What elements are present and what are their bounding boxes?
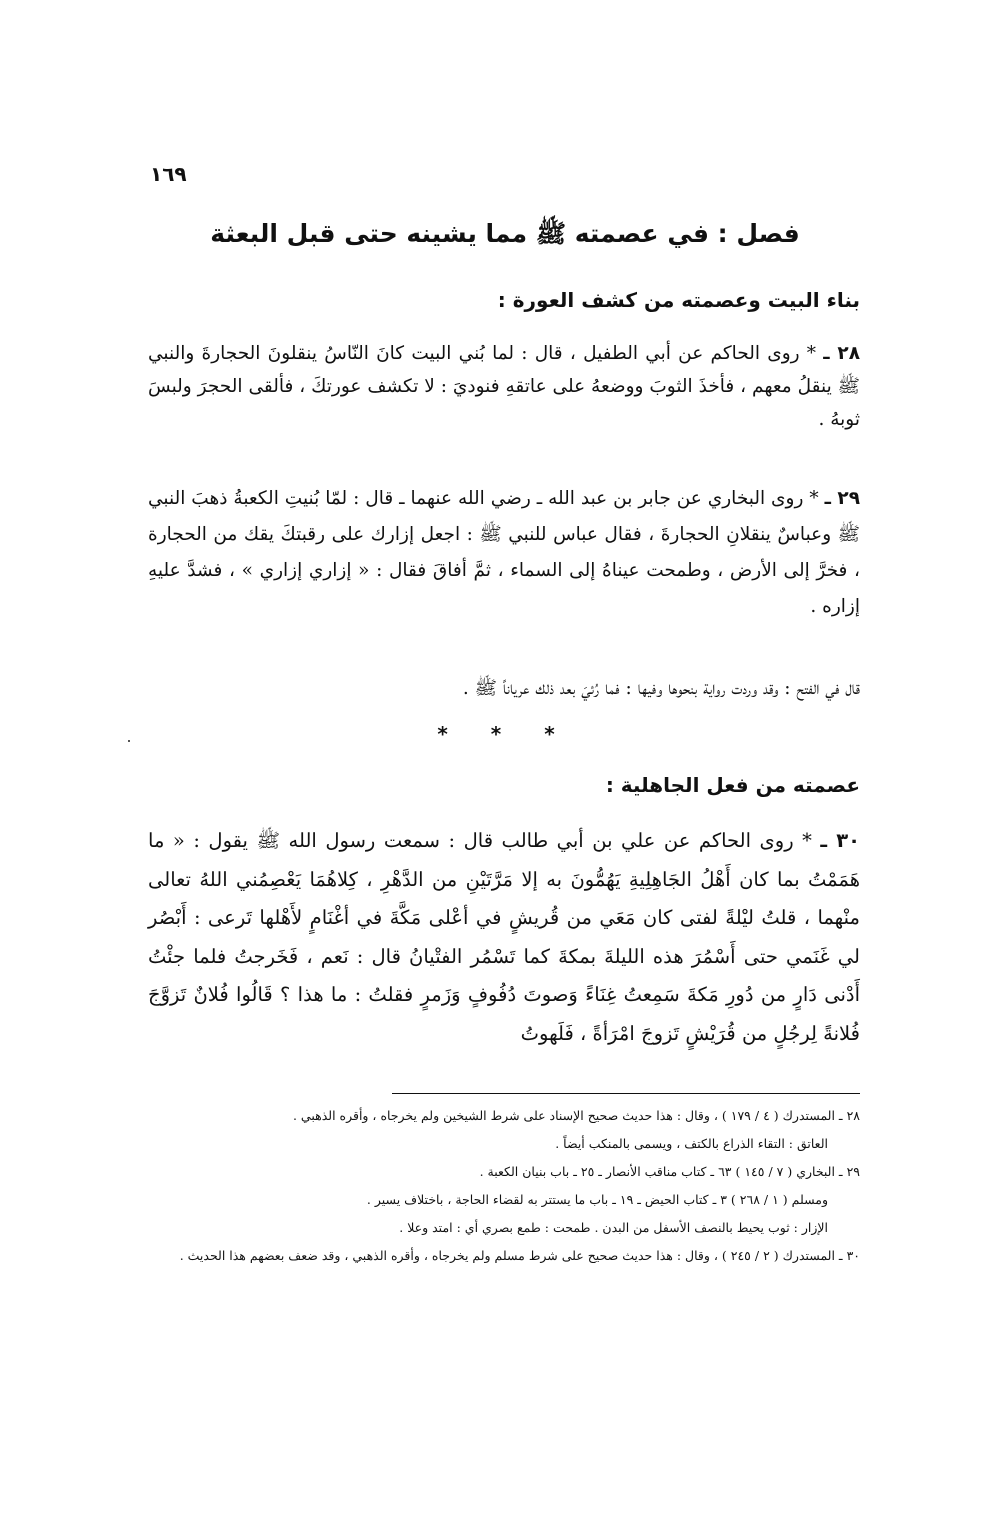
section-separator: * * * (437, 722, 573, 746)
hadith-28 (148, 337, 860, 436)
hadith-text: * روى الحاكم عن أبي الطفيل ، قال : لما بُني البيت كانَ النّاسُ ينقلونَ الحجارةَ والنبي ﷺ ينقلُ معهم ، فأخذَ الثوبَ ووضعهُ على عاتقهِ فنوديَ : لا تكشف عورتكَ ، فألقى الحجرَ ولبسَ ثوبهُ . (148, 343, 860, 430)
section-heading-2: عصمته من فعل الجاهلية : (605, 773, 860, 797)
chapter-title: فصل : في عصمته ﷺ مما يشينه حتى قبل البعثة (210, 219, 800, 248)
footnote: ٢٩ ـ البخاري ( ٧ / ١٤٥ ) ٦٣ ـ كتاب مناقب الأنصار ـ ٢٥ ـ باب بنيان الكعبة . (479, 1164, 860, 1179)
footnote-divider (392, 1093, 860, 1094)
page-number: ١٦٩ (150, 162, 187, 186)
footnote: ٣٠ ـ المستدرك ( ٢ / ٢٤٥ ) ، وقال : هذا حديث صحيح على شرط مسلم ولم يخرجاه ، وأقره الذهبي ، وقد ضعف بعضهم هذا الحديث . (179, 1248, 860, 1263)
hadith-29 (148, 481, 860, 625)
hadith-text: * روى الحاكم عن علي بن أبي طالب قال : سمعت رسول الله ﷺ يقول : « ما هَمَمْتُ بما كان أَهْلُ الجَاهِلِيةِ يَهُمُّونَ به إلا مَرَّتَيْنِ من الدَّهْرِ ، كِلاهُمَا يَعْصِمُني اللهُ تعالى منْهما ، قلتُ ليْلةً لفتى كان مَعَي من قُريشٍ في أعْلى مَكَّةَ في أغْنَامٍ لأَهْلها تَرعى : أَبْصُر لي غَنَمي حتى أَسْمُرَ هذه الليلةَ بمكةَ كما تَسْمُر الفتْيانُ قال : نَعم ، فَخَرجتُ فلما جئْتُ أَدْنى دَارٍ من دُورِ مَكةَ سَمِعتُ غِنَاءً وَصوتَ دُفُوفٍ وَزَمرٍ فقلتُ : ما هذا ؟ قَالُوا فُلانٌ تَزوَّجَ فُلانةً لِرجُلٍ من قُرَيْشٍ تَزوجَ امْرَأةً ، فَلَهوتُ (148, 829, 860, 1045)
margin-dot (128, 740, 130, 742)
hadith-number: ٣٠ ـ (820, 829, 860, 852)
footnotes (148, 1102, 860, 1270)
hadith-30 (148, 822, 860, 1053)
footnote: ومسلم ( ١ / ٢٦٨ ) ٣ ـ كتاب الحيض ـ ١٩ ـ باب ما يستتر به لقضاء الحاجة ، باختلاف يسير . (366, 1192, 828, 1207)
fath-note: قال في الفتح : وقد وردت رواية بنحوها وفيها : فما رُئيَ بعد ذلك عرياناً ﷺ . (462, 678, 860, 699)
footnote: ٢٨ ـ المستدرك ( ٤ / ١٧٩ ) ، وقال : هذا حديث صحيح الإسناد على شرط الشيخين ولم يخرجاه ، وأقره الذهبي . (292, 1108, 860, 1123)
footnote: الإزار : ثوب يحيط بالنصف الأسفل من البدن . طمحت : طمع بصري أي : امتد وعلا . (399, 1220, 828, 1235)
hadith-number: ٢٨ ـ (823, 343, 860, 364)
footnote: العاتق : التقاء الذراع بالكتف ، ويسمى بالمنكب أيضاً . (555, 1136, 828, 1151)
section-heading-1: بناء البيت وعصمته من كشف العورة : (497, 288, 860, 312)
hadith-number: ٢٩ ـ (824, 488, 860, 509)
hadith-text: * روى البخاري عن جابر بن عبد الله ـ رضي الله عنهما ـ قال : لمّا بُنيتِ الكعبةُ ذهبَ النبي ﷺ وعباسٌ ينقلانِ الحجارةَ ، فقال عباس للنبي ﷺ : اجعل إزارك على رقبتكَ يقك من الحجارة ، فخرَّ إلى الأرض ، وطمحت عيناهُ إلى السماء ، ثمَّ أفاقَ فقال : « إزاري إزاري » ، فشدَّ عليهِ إزاره . (148, 488, 860, 617)
